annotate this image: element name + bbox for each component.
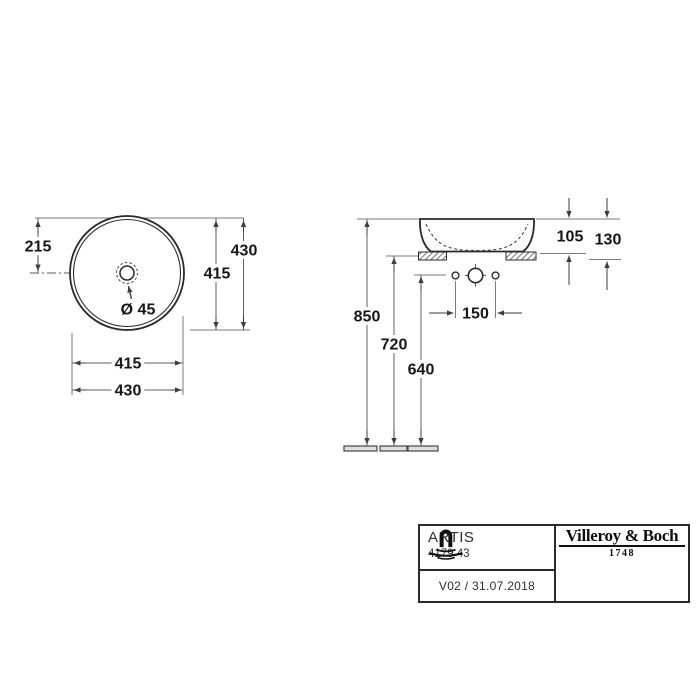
floor-line — [344, 446, 438, 451]
dim-label-floor-to-rim: 850 — [353, 308, 381, 326]
brand-year: 1748 — [609, 548, 635, 559]
dim-label-floor-to-holes: 640 — [407, 361, 435, 379]
countertop-section-right — [506, 252, 536, 260]
dim-label-hole-spacing: 150 — [462, 305, 489, 323]
dim-label-floor-to-counter: 720 — [380, 336, 408, 354]
brand-logo-icon — [420, 526, 472, 563]
dim-label-top-to-center: 215 — [24, 238, 52, 256]
drain-hole — [120, 266, 134, 280]
hole-left — [452, 272, 459, 279]
hole-right — [492, 272, 499, 279]
title-block — [418, 524, 690, 603]
dim-label-rim-to-counter-top: 105 — [556, 228, 584, 246]
hole-center — [468, 268, 482, 282]
dim-label-drain-diameter: Ø 45 — [120, 301, 156, 319]
dim-label-height-inner: 415 — [203, 265, 231, 283]
mounting-holes — [452, 264, 499, 287]
countertop-section-left — [419, 252, 447, 260]
dim-label-rim-to-counter-bottom: 130 — [594, 231, 622, 249]
dim-label-width-outer: 430 — [114, 382, 142, 400]
series-name: ARTIS — [428, 529, 475, 546]
dim-label-height-outer: 430 — [230, 242, 258, 260]
side-view — [344, 198, 621, 451]
brand-name: Villeroy & Boch — [559, 527, 685, 547]
title-block-brand-cell — [556, 526, 688, 601]
basin-profile-outline — [420, 219, 534, 252]
top-view — [25, 216, 258, 400]
dim-label-width-inner: 415 — [114, 355, 142, 373]
article-number: 4179 43 — [428, 548, 470, 560]
version-date: V02 / 31.07.2018 — [438, 579, 536, 593]
